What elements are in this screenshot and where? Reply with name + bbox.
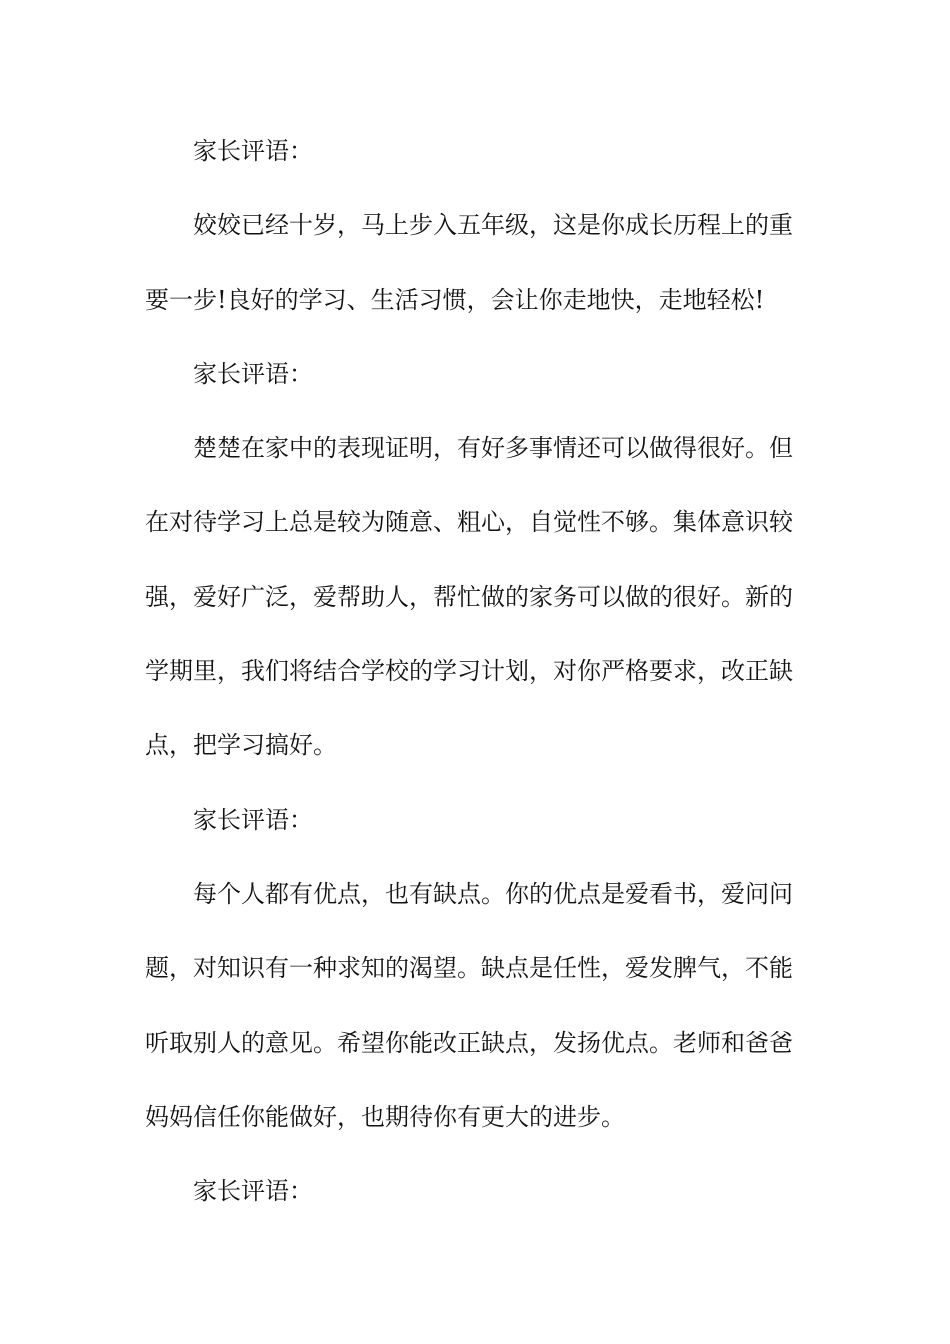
paragraph-line: 强，爱好广泛，爱帮助人，帮忙做的家务可以做的很好。新的 [145, 582, 793, 611]
document-body [145, 114, 805, 1228]
paragraph-line: 姣姣已经十岁，马上步入五年级，这是你成长历程上的重 [193, 211, 793, 240]
paragraph-line: 点，把学习搞好。 [145, 731, 337, 760]
section-heading: 家长评语： [193, 137, 313, 165]
paragraph-line: 楚楚在家中的表现证明，有好多事情还可以做得很好。但 [193, 434, 793, 463]
paragraph-line: 每个人都有优点，也有缺点。你的优点是爱看书，爱问问 [193, 879, 793, 908]
paragraph-line: 妈妈信任你能做好，也期待你有更大的进步。 [145, 1102, 625, 1131]
paragraph-line: 题，对知识有一种求知的渴望。缺点是任性，爱发脾气，不能 [145, 954, 793, 983]
paragraph-line: 学期里，我们将结合学校的学习计划，对你严格要求，改正缺 [145, 657, 793, 686]
paragraph-line: 在对待学习上总是较为随意、粗心，自觉性不够。集体意识较 [145, 508, 793, 537]
paragraph-line: 要一步!良好的学习、生活习惯，会让你走地快，走地轻松! [145, 285, 765, 314]
paragraph-line: 听取别人的意见。希望你能改正缺点，发扬优点。老师和爸爸 [145, 1028, 793, 1057]
section-heading: 家长评语： [193, 1177, 313, 1206]
section-heading: 家长评语： [193, 359, 313, 388]
section-heading: 家长评语： [193, 805, 313, 834]
